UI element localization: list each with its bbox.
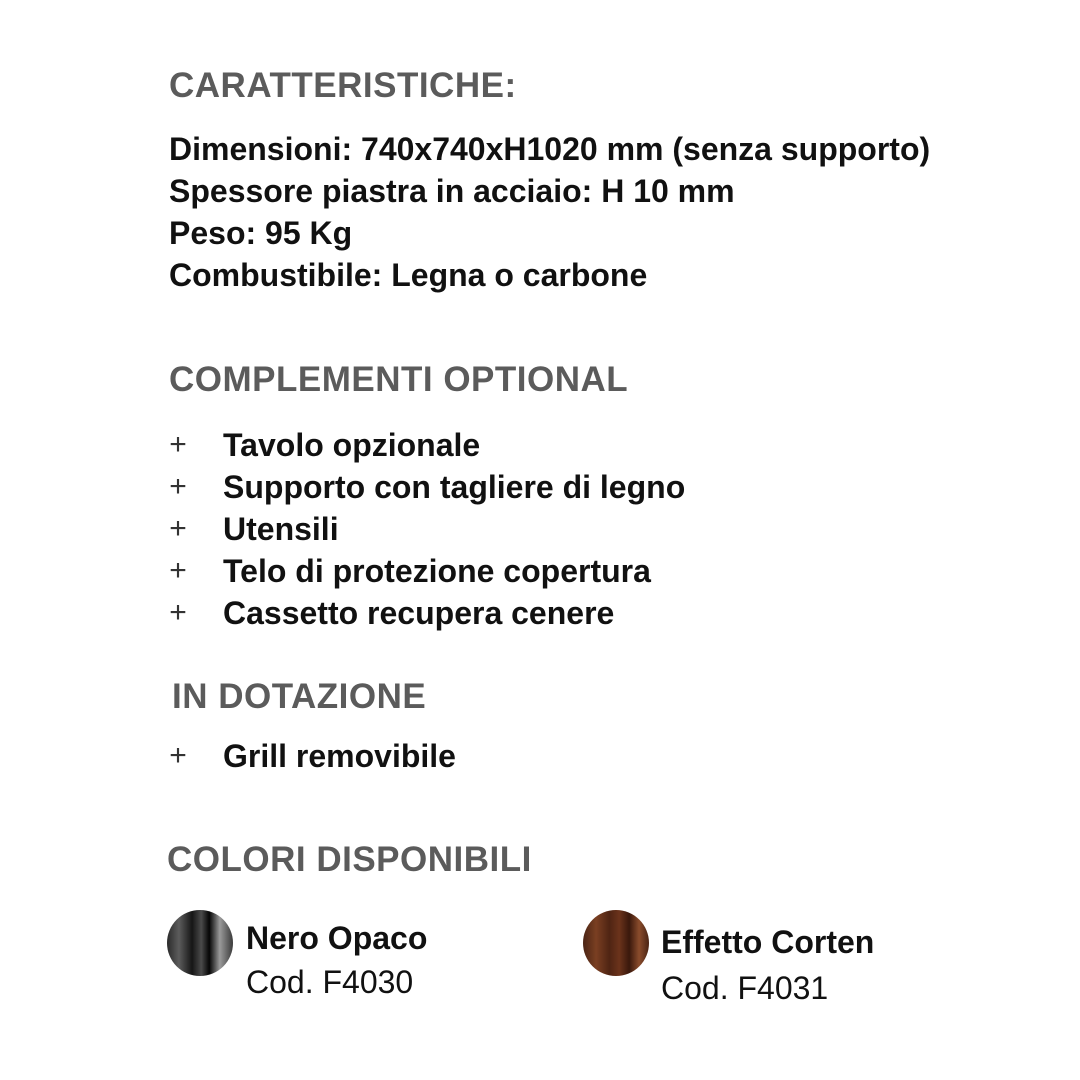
list-item [169, 550, 685, 592]
section-title-optional: COMPLEMENTI OPTIONAL [169, 360, 629, 399]
spec-spessore: Spessore piastra in acciaio: H 10 mm [169, 173, 735, 209]
plus-icon: + [169, 596, 187, 629]
spec-peso: Peso: 95 Kg [169, 215, 353, 251]
section-title-caratteristiche: CARATTERISTICHE: [169, 66, 517, 105]
optional-list [169, 424, 685, 634]
optional-item-label: Cassetto recupera cenere [223, 595, 615, 631]
plus-icon: + [169, 428, 187, 461]
list-item [169, 592, 685, 634]
plus-icon: + [169, 554, 187, 587]
list-item [169, 735, 456, 777]
optional-item-label: Telo di protezione copertura [223, 553, 651, 589]
section-title-colori: COLORI DISPONIBILI [167, 840, 532, 879]
spec-dimensioni: Dimensioni: 740x740xH1020 mm (senza supporto) [169, 131, 931, 167]
color-name-effetto-corten: Effetto Corten [661, 924, 875, 960]
color-code-nero-opaco: Cod. F4030 [246, 964, 414, 1000]
plus-icon: + [169, 470, 187, 503]
spec-combustibile: Combustibile: Legna o carbone [169, 257, 648, 293]
section-title-dotazione: IN DOTAZIONE [172, 677, 427, 716]
optional-item-label: Utensili [223, 511, 339, 547]
optional-item-label: Tavolo opzionale [223, 427, 481, 463]
plus-icon: + [169, 739, 187, 772]
list-item [169, 508, 685, 550]
color-swatch-effetto-corten [583, 910, 649, 976]
dotazione-item-label: Grill removibile [223, 738, 456, 774]
list-item [169, 424, 685, 466]
color-code-effetto-corten: Cod. F4031 [661, 970, 829, 1006]
list-item [169, 466, 685, 508]
specs-list [169, 128, 930, 296]
color-name-nero-opaco: Nero Opaco [246, 920, 428, 956]
optional-item-label: Supporto con tagliere di legno [223, 469, 686, 505]
dotazione-list [169, 735, 456, 777]
color-swatch-nero-opaco [167, 910, 233, 976]
plus-icon: + [169, 512, 187, 545]
